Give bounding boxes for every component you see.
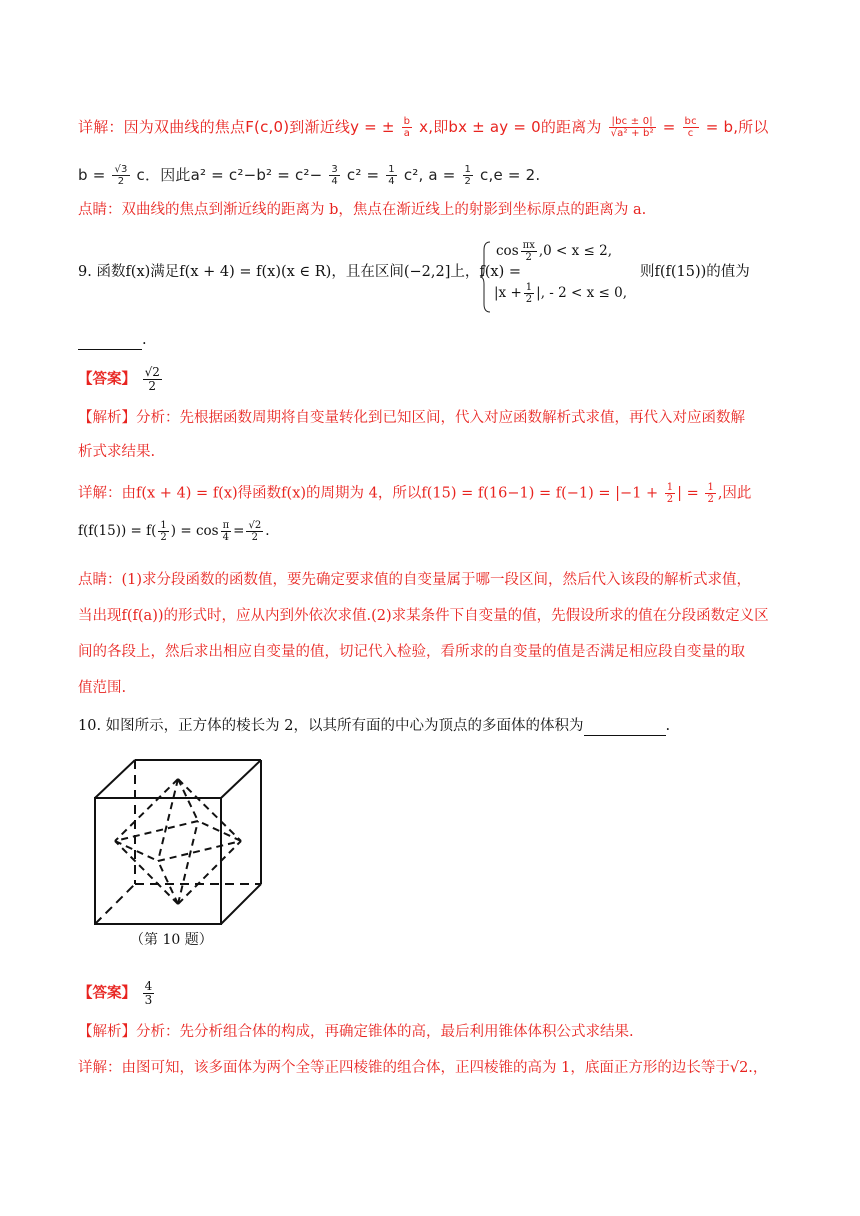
q9-answer-label: 【答案】 — [78, 370, 136, 388]
cube-hidden-edge-bl — [95, 884, 135, 924]
q9-case1-frac: $\frac{\pi x}{2}$ — [522, 240, 535, 263]
q10-detail: 详解：由图可知，该多面体为两个全等正四棱锥的组合体，正四棱锥的高为 1，底面正方形的边长等于√2.， — [78, 1060, 768, 1076]
prev-detail-text-a: 详解：因为双曲线的焦点F(c,0)到渐近线y = ± — [78, 118, 395, 136]
prev-detail-text-c: = b,所以 — [705, 118, 769, 136]
prev-frac-distance: $\frac{|bc \pm 0|}{\text{√a² + b²}}$ — [610, 116, 654, 139]
prev-frac-1-over-2: $\frac{1}{2}$ — [464, 164, 472, 187]
prev-tip: 点睛：双曲线的焦点到渐近线的距离为 b，焦点在渐近线上的射影到坐标原点的距离为 a. — [78, 202, 647, 218]
q9-answer — [78, 366, 164, 393]
q9-detail-frac1: $\frac{1}{2}$ — [666, 482, 674, 505]
q9-answer-value: $\frac{√2}{2}$ — [144, 365, 160, 393]
q9-tip-line4: 值范围. — [78, 680, 127, 696]
q10-answer-blank — [584, 721, 666, 736]
prev-detail-text-b: x,即bx ± ay = 0的距离为 — [419, 118, 602, 136]
q9-stem-end: 则f(f(15))的值为 — [640, 264, 750, 280]
q9-detail-line1: 详解：由f(x + 4) = f(x)得函数f(x)的周期为 4，所以f(15) = f(16−1) = f(−1) = |−1 + $\frac{1}{2}$ | = $\frac{1}{2}$ ,因此 — [78, 482, 752, 505]
q9-analysis-cont: 析式求结果. — [78, 444, 156, 460]
q10-cube-figure — [90, 758, 274, 950]
q9-case1: cos $\frac{\pi x}{2}$ ,0 < x ≤ 2, — [496, 240, 613, 263]
cube-edge-tr — [221, 760, 261, 798]
q10-answer-value: $\frac{4}{3}$ — [144, 979, 153, 1007]
q9-tip-line1: 点睛：(1)求分段函数的函数值，要先确定要求值的自变量属于哪一段区间，然后代入该段的解析式求值， — [78, 572, 752, 588]
q10-stem: 10. 如图所示，正方体的棱长为 2，以其所有面的中心为顶点的多面体的体积为 . — [78, 718, 671, 734]
q9-detail-frac2: $\frac{1}{2}$ — [707, 482, 714, 505]
q9-stem — [78, 262, 521, 282]
q9-detail-line2: f(f(15)) = f( $\frac{1}{2}$ ) = cos $\frac{\pi}{4}$ = $\frac{√2}{2}$ . — [78, 520, 270, 543]
q9-tip-line2: 当出现f(f(a))的形式时，应从内到外依次求值.(2)求某条件下自变量的值，先假设所求的值在分段函数定义区 — [78, 608, 769, 624]
prev-frac-1-over-4: $\frac{1}{4}$ — [388, 164, 395, 187]
q10-answer — [78, 980, 156, 1007]
prev-frac-bc-over-c: $\frac{bc}{c}$ — [684, 116, 697, 139]
prev-eq-sign: = — [662, 118, 676, 136]
q9-piecewise-brace — [478, 240, 492, 314]
q9-detail2-frac3: $\frac{√2}{2}$ — [248, 520, 262, 543]
q10-figure-caption: （第 10 题） — [130, 932, 213, 948]
q9-stem-text: 9. 函数f(x)满足f(x + 4) = f(x)(x ∈ R)，且在区间(−2,2]上，f(x) = — [78, 264, 521, 280]
cube-edge-br — [221, 884, 261, 924]
q9-detail2-frac1: $\frac{1}{2}$ — [160, 520, 167, 543]
cube-edge-tl — [95, 760, 135, 798]
prev-frac-sqrt3-over-2: $\frac{√3}{2}$ — [114, 164, 128, 187]
q9-analysis: 【解析】分析：先根据函数周期将自变量转化到已知区间，代入对应函数解析式求值，再代入对应函数解 — [78, 410, 745, 426]
q9-tip-line3: 间的各段上，然后求出相应自变量的值，切记代入检验，看所求的自变量的值是否满足相应段自变量的取 — [78, 644, 745, 660]
q10-analysis: 【解析】分析：先分析组合体的构成，再确定锥体的高，最后利用锥体体积公式求结果. — [78, 1024, 634, 1040]
q9-case2-frac: $\frac{1}{2}$ — [525, 282, 533, 305]
q9-answer-blank — [78, 335, 142, 350]
q9-blank: . — [78, 330, 147, 350]
prev-frac-3-over-4: $\frac{3}{4}$ — [331, 164, 338, 187]
prev-frac-b-over-a: $\frac{b}{a}$ — [403, 116, 411, 139]
q9-detail2-frac2: $\frac{\pi}{4}$ — [222, 520, 230, 543]
q10-answer-label: 【答案】 — [78, 984, 136, 1002]
q9-case2: |x + $\frac{1}{2}$ |, - 2 < x ≤ 0, — [494, 282, 627, 305]
prev-detail-line1 — [78, 116, 769, 139]
prev-detail-line2: b = $\frac{√3}{2}$ c．因此a² = c²−b² = c²− $\frac{3}{4}$ c² = $\frac{1}{4}$ c², a = $\frac{1}{2}$ c,e = 2. — [78, 164, 541, 187]
